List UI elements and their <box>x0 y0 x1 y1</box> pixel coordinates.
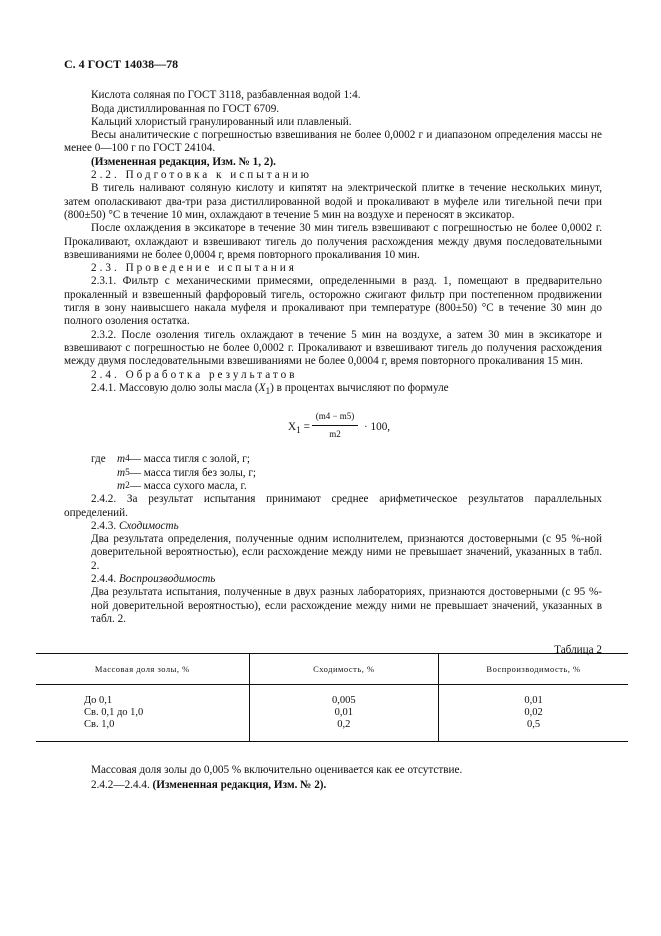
cell-ash-fraction: Св. 0,1 до 1,0 <box>84 707 144 718</box>
section-2-3-title: 2.3. Проведение испытания <box>91 262 297 275</box>
reagent-scales: Весы аналитические с погрешностью взвешивания не более 0,0002 г и диапазоном определения массы не менее 0—100 г по ГОСТ 24104. <box>64 129 602 155</box>
cell-reproducibility: 0,02 <box>439 707 628 719</box>
table-row <box>36 707 628 719</box>
formula-numerator: (m4 − m5) <box>312 410 358 425</box>
legend-row: m 5 — масса тигля без золы, г; <box>117 466 257 479</box>
section-2-4-3-title: 2.4.3. Сходимость <box>91 519 179 532</box>
section-2-4-title: 2.4. Обработка результатов <box>91 368 298 381</box>
ash-absence-note: Массовая доля золы до 0,005 % включительно оценивается как ее отсутствие. <box>91 764 463 776</box>
header-reproducibility: Воспроизводимость, % <box>439 654 628 685</box>
section-2-3-2: 2.3.2. После озоления тигель охлаждают в течение 5 мин на воздухе, а затем 30 мин в эксикаторе и взвешивают с погрешностью не более 0,0002 г. Прокаливают и взвешивают тигель до получения расхождения между двумя последовательными взвешиваниями не более 0,0004 г, время повторного прокаливания 15 мин. <box>64 328 602 368</box>
formula-fraction <box>312 410 358 441</box>
section-2-2-para-1: В тигель наливают соляную кислоту и кипятят на электрической плитке в течение нескольких минут, затем ополаскивают два-три раза дистиллированной водой и прокаливают в муфеле или тигельной печи при (800±50) °С в течение 10 мин, охлаждают в течение 5 мин на воздухе и переносят в эксикатор. <box>64 182 602 221</box>
section-2-4-1: 2.4.1. Массовую долю золы масла $(X_1)$ в процентах вычисляют по формуле <box>91 381 449 398</box>
edit-note-1: (Измененная редакция, Изм. № 1, 2). <box>91 155 276 168</box>
formula-lhs: $X_1$ = <box>288 421 310 437</box>
table-header-row <box>36 654 628 685</box>
reagent-hcl: Кислота соляная по ГОСТ 3118, разбавленная водой 1:4. <box>91 89 361 102</box>
section-2-3-1: 2.3.1. Фильтр с механическими примесями, определенными в разд. 1, помещают в предварительно прокаленный и взвешенный фарфоровый тигель, осторожно сжигают фильтр при постепенном продвижении тигля в зону наивысшего накала муфеля и прокаливают при температуре (800±50) °С в течение 30 мин до полного озоления остатка. <box>64 275 602 328</box>
cell-ash-fraction: Св. 1,0 <box>36 719 249 742</box>
section-2-4-2: 2.4.2. За результат испытания принимают среднее арифметическое результатов параллельных определений. <box>64 493 602 519</box>
edit-note-2: 2.4.2—2.4.4. (Измененная редакция, Изм. № 2). <box>91 779 327 791</box>
page-header: С. 4 ГОСТ 14038—78 <box>64 57 179 71</box>
document-page <box>64 58 602 665</box>
cell-reproducibility: 0,5 <box>439 719 628 742</box>
table-row <box>36 685 628 708</box>
table-caption: Таблица 2 <box>554 644 602 657</box>
cell-repeatability: 0,2 <box>249 719 438 742</box>
header-repeatability: Сходимость, % <box>249 654 438 685</box>
section-2-4-3-text: Два результата определения, полученные одним исполнителем, признаются достоверными (с 95 %-ной доверительной вероятностью), если расхождение между ними не превышает значений, указанных в табл. 2. <box>91 533 602 572</box>
precision-table <box>36 653 628 742</box>
closing-notes <box>64 763 602 793</box>
legend-row: m 2 — масса сухого масла, г. <box>117 479 247 492</box>
reagent-cacl2: Кальций хлористый гранулированный или плавленый. <box>91 115 352 128</box>
section-2-2-para-2: После охлаждения в эксикаторе в течение 30 мин тигель взвешивают с погрешностью не более 0,0002 г. Прокаливают, охлаждают и взвешивают тигель до получения расхождения между двумя последовательными взвешиваниями не более 0,0004 г, время повторного прокаливания 10 мин. <box>64 222 602 261</box>
section-2-4-4-title: 2.4.4. Воспроизводимость <box>91 573 216 586</box>
reagent-water: Вода дистиллированная по ГОСТ 6709. <box>91 102 280 115</box>
legend-row: где m 4 — масса тигля с золой, г; <box>91 453 250 466</box>
cell-reproducibility: 0,01 <box>439 685 628 708</box>
cell-ash-fraction: До 0,1 <box>84 695 113 706</box>
cell-repeatability: 0,01 <box>249 707 438 719</box>
formula-tail: · 100, <box>364 421 391 434</box>
ash-formula <box>64 407 602 447</box>
table-row <box>36 719 628 742</box>
formula-legend <box>64 453 602 493</box>
section-2-4-4-text: Два результата испытания, полученные в двух разных лабораториях, признаются достоверными (с 95 %-ной доверительной вероятностью), если расхождение между ними не превышает значений, указанных в табл. 2. <box>91 586 602 625</box>
cell-repeatability: 0,005 <box>249 685 438 708</box>
section-2-2-title: 2.2. Подготовка к испытанию <box>91 169 313 182</box>
header-ash-fraction: Массовая доля золы, % <box>36 654 249 685</box>
formula-denominator: m2 <box>329 428 341 439</box>
